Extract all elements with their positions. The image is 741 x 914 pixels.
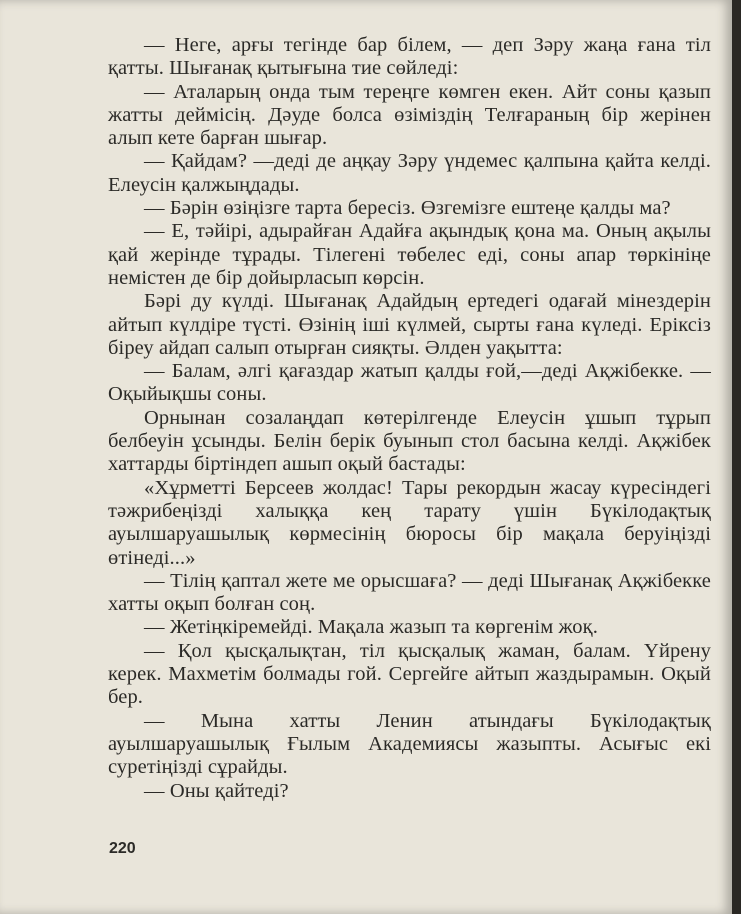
paragraph: — Бәрін өзіңізге тарта бересіз. Өзгемізге ештеңе қалды ма? [144, 197, 671, 220]
paragraph: — Балам, әлгі қағаздар жатып қалды ғой,—деді Ақжібекке. — Оқыйықшы соны. [108, 360, 711, 406]
paragraph: — Тілің қаптал жете ме орысшаға? — деді Шығанақ Ақжібекке хатты оқып болған соң. [108, 569, 711, 616]
paragraph: — Оны қайтеді? [144, 779, 289, 802]
paragraph: «Хұрметті Берсеев жолдас! Тары рекордын жасау күресіндегі тәжрибеңізді халыққа кең тарату үшін Бүкілодақтық ауылшаруашылық көрмесінің бюросы бір мақала беруіңізді өтінеді...» [108, 476, 711, 569]
paragraph: — Е, тәйірі, адырайған Адайға ақындық қона ма. Оның ақылы қай жерінде тұрады. Тілегені төбелес еді, соны апар төркініңе немістен де бір дойырласып көрсін. [108, 220, 711, 289]
page-number: 220 [109, 840, 136, 857]
paragraph: — Жетіңкіремейді. Мақала жазып та көргенім жоқ. [144, 616, 598, 639]
paragraph: Орнынан созалаңдап көтерілгенде Елеусін ұшып тұрып белбеуін ұсынды. Белін берік буынып стол басына келді. Ақжібек хаттарды біртіндеп ашып оқый бастады: [108, 406, 711, 476]
paragraph: — Аталарың онда тым тереңге көмген екен. Айт соны қазып жатты деймісің. Дәуде болса өзіміздің Телғараның бір жерінен алып кете барған шығар. [108, 80, 711, 150]
paragraph: Бәрі ду күлді. Шығанақ Адайдың ертедегі одағай мінездерін айтып күлдіре түсті. Өзінің іші күлмей, сырты ғана күледі. Еріксіз біреу айдап салып отырған сияқты. Әлден уақытта: [108, 290, 711, 359]
page-text [108, 34, 711, 803]
paragraph: — Қайдам? —деді де аңқау Зәру үндемес қалпына қайта келді. Елеусін қалжыңдады. [108, 150, 711, 196]
paragraph: — Неге, арғы тегінде бар білем, — деп Зәру жаңа ғана тіл қатты. Шығанақ қытығына тие сөйледі: [108, 34, 711, 80]
paragraph: — Мына хатты Ленин атындағы Бүкілодақтық ауылшаруашылық Ғылым Академиясы жазыпты. Асығыс екі суретіңізді сұрайды. [108, 709, 711, 779]
paragraph: — Қол қысқалықтан, тіл қысқалық жаман, балам. Үйрену керек. Махметім болмады гой. Сергейге айтып жаздырамын. Оқый бер. [108, 639, 711, 709]
